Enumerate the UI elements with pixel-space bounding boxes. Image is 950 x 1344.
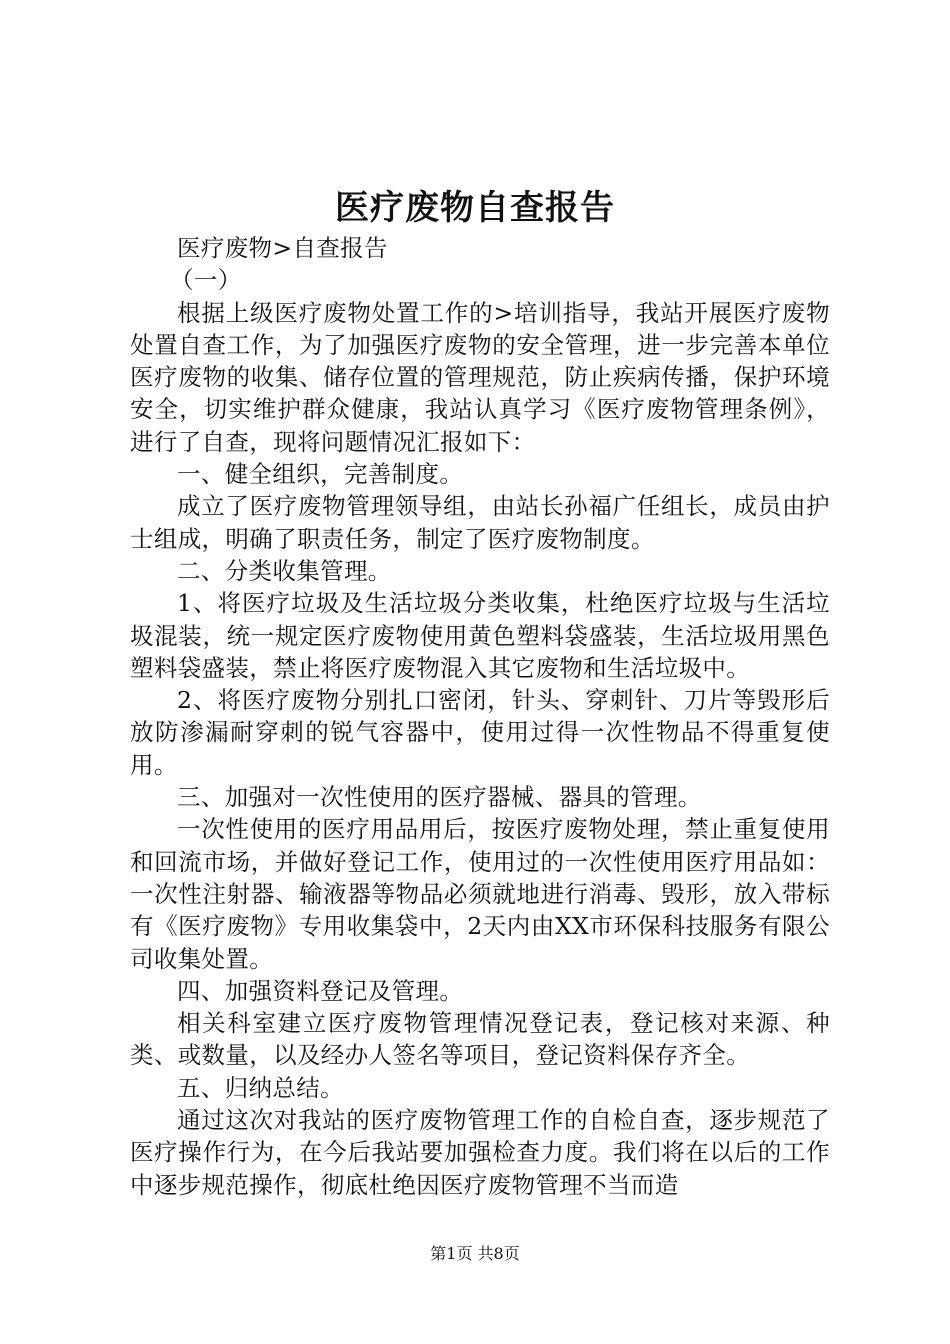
paragraph-section-1: 成立了医疗废物管理领导组，由站长孙福广任组长，成员由护士组成，明确了职责任务，制定了医疗废物制度。 xyxy=(130,492,830,553)
document-body xyxy=(130,232,830,1201)
section-heading-5: 五、归纳总结。 xyxy=(177,1073,344,1102)
paragraph-section-number: （一） xyxy=(170,266,242,295)
document-title: 医疗废物自查报告 xyxy=(335,188,615,228)
paragraph-intro: 根据上级医疗废物处置工作的>培训指导，我站开展医疗废物处置自查工作，为了加强医疗废物的安全管理，进一步完善本单位医疗废物的收集、储存位置的管理规范，防止疾病传播，保护环境安全，切实维护群众健康，我站认真学习《医疗废物管理条例》，进行了自查，现将问题情况汇报如下： xyxy=(130,298,830,456)
paragraph-section-3: 一次性使用的医疗用品用后，按医疗废物处理，禁止重复使用和回流市场，并做好登记工作，使用过的一次性使用医疗用品如：一次性注射器、输液器等物品必须就地进行消毒、毁形，放入带标有《医疗废物》专用收集袋中，2天内由XX市环保科技服务有限公司收集处置。 xyxy=(130,815,830,973)
paragraph-section-2-item-2: 2、将医疗废物分别扎口密闭，针头、穿刺针、刀片等毁形后放防渗漏耐穿刺的锐气容器中，使用过得一次性物品不得重复使用。 xyxy=(130,686,830,779)
paragraph-section-4: 相关科室建立医疗废物管理情况登记表，登记核对来源、种类、或数量，以及经办人签名等项目，登记资料保存齐全。 xyxy=(130,1009,830,1070)
section-heading-1: 一、健全组织，完善制度。 xyxy=(177,460,464,489)
section-heading-4: 四、加强资料登记及管理。 xyxy=(177,976,464,1005)
section-heading-2: 二、分类收集管理。 xyxy=(177,556,392,585)
page-footer: 第1页 共8页 xyxy=(430,1244,520,1263)
section-heading-3: 三、加强对一次性使用的医疗器械、器具的管理。 xyxy=(177,783,702,812)
paragraph-section-2-item-1: 1、将医疗垃圾及生活垃圾分类收集，杜绝医疗垃圾与生活垃圾混装，统一规定医疗废物使用黄色塑料袋盛装，生活垃圾用黑色塑料袋盛装，禁止将医疗废物混入其它废物和生活垃圾中。 xyxy=(130,589,830,682)
paragraph-section-5: 通过这次对我站的医疗废物管理工作的自检自查，逐步规范了医疗操作行为，在今后我站要加强检查力度。我们将在以后的工作中逐步规范操作，彻底杜绝因医疗废物管理不当而造 xyxy=(130,1106,830,1199)
paragraph-heading-line: 医疗废物>自查报告 xyxy=(177,234,388,262)
